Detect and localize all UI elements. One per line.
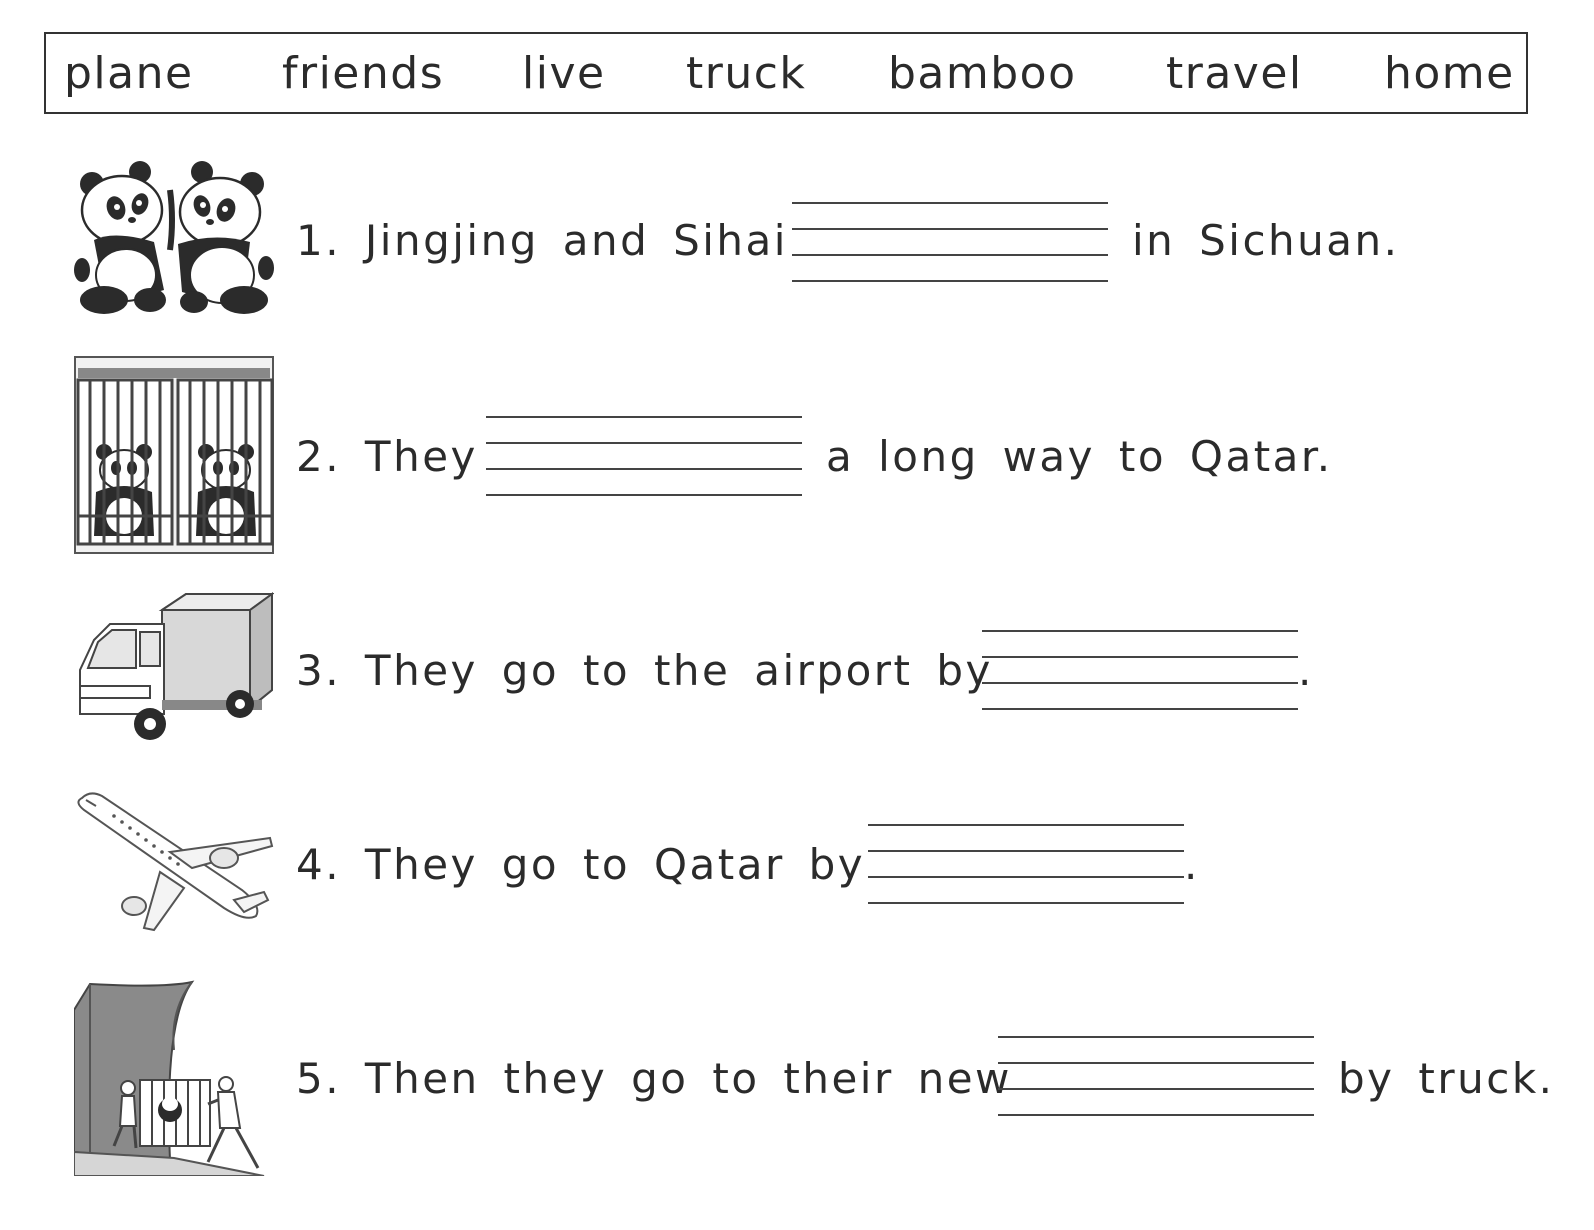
word-bank-item: plane [64,48,194,99]
truck-icon [74,590,274,790]
word-bank-item: friends [282,48,445,99]
word-bank-item: bamboo [888,48,1077,99]
sentence-start: 3. They go to the airport by [296,646,993,695]
answer-blank[interactable] [486,416,802,496]
panda-pair-icon [74,160,274,360]
word-bank-item: travel [1166,48,1303,99]
sentence-start: 2. They [296,432,478,481]
caged-pandas-icon [74,356,274,556]
answer-blank[interactable] [998,1036,1314,1116]
airplane-icon [74,788,274,988]
answer-blank[interactable] [982,630,1298,710]
sentence-end: . [1298,646,1314,695]
sentence-end: in Sichuan. [1132,216,1400,265]
word-bank-item: home [1384,48,1515,99]
sentence-start: 1. Jingjing and Sihai [296,216,788,265]
exercise-row-5 [0,980,1594,1180]
word-bank [44,32,1528,114]
exercise-row-2 [0,356,1594,556]
word-bank-item: live [522,48,606,99]
sentence-end: a long way to Qatar. [826,432,1333,481]
exercise-row-4 [0,768,1594,968]
exercise-row-3 [0,570,1594,770]
word-bank-item: truck [686,48,807,99]
answer-blank[interactable] [792,202,1108,282]
sentence-start: 5. Then they go to their new [296,1054,1012,1103]
exercise-row-1 [0,140,1594,340]
answer-blank[interactable] [868,824,1184,904]
sentence-end: by truck. [1338,1054,1555,1103]
cargo-unloading-icon [74,980,274,1180]
sentence-start: 4. They go to Qatar by [296,840,866,889]
sentence-end: . [1184,840,1200,889]
